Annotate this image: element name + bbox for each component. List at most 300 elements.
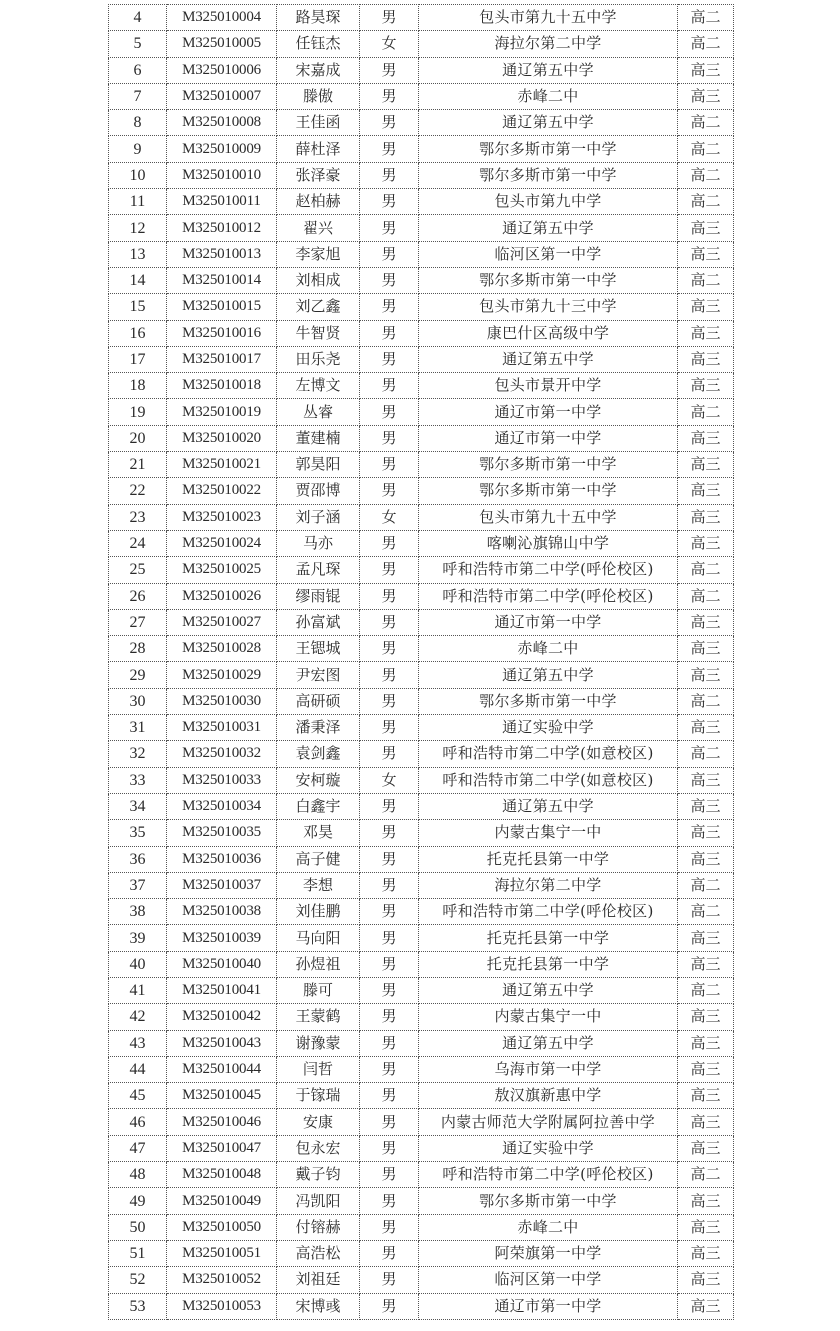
cell-seq-no: 38 bbox=[109, 899, 167, 925]
cell-name: 李家旭 bbox=[277, 241, 360, 267]
cell-name: 安康 bbox=[277, 1109, 360, 1135]
cell-name: 刘相成 bbox=[277, 267, 360, 293]
cell-school: 通辽第五中学 bbox=[419, 662, 678, 688]
table-row bbox=[109, 57, 734, 83]
cell-name: 任钰杰 bbox=[277, 31, 360, 57]
cell-grade: 高三 bbox=[678, 373, 734, 399]
cell-school: 呼和浩特市第二中学(呼伦校区) bbox=[419, 583, 678, 609]
cell-school: 海拉尔第二中学 bbox=[419, 872, 678, 898]
cell-seq-no: 8 bbox=[109, 110, 167, 136]
cell-school: 托克托县第一中学 bbox=[419, 951, 678, 977]
table-row bbox=[109, 1109, 734, 1135]
cell-gender: 男 bbox=[360, 452, 419, 478]
cell-name: 刘佳鹏 bbox=[277, 899, 360, 925]
table-row bbox=[109, 846, 734, 872]
cell-grade: 高三 bbox=[678, 83, 734, 109]
cell-school: 内蒙古集宁一中 bbox=[419, 820, 678, 846]
table-row bbox=[109, 872, 734, 898]
table-row bbox=[109, 1056, 734, 1082]
cell-seq-no: 43 bbox=[109, 1030, 167, 1056]
cell-name: 白鑫宇 bbox=[277, 793, 360, 819]
table-row bbox=[109, 1083, 734, 1109]
cell-student-id: M325010051 bbox=[167, 1240, 277, 1266]
cell-student-id: M325010017 bbox=[167, 346, 277, 372]
cell-student-id: M325010023 bbox=[167, 504, 277, 530]
cell-gender: 男 bbox=[360, 688, 419, 714]
cell-name: 尹宏图 bbox=[277, 662, 360, 688]
cell-student-id: M325010039 bbox=[167, 925, 277, 951]
table-row bbox=[109, 136, 734, 162]
cell-grade: 高三 bbox=[678, 846, 734, 872]
cell-gender: 男 bbox=[360, 977, 419, 1003]
table-row bbox=[109, 373, 734, 399]
cell-name: 贾邵博 bbox=[277, 478, 360, 504]
cell-name: 马亦 bbox=[277, 530, 360, 556]
cell-gender: 男 bbox=[360, 189, 419, 215]
cell-student-id: M325010048 bbox=[167, 1162, 277, 1188]
cell-seq-no: 53 bbox=[109, 1293, 167, 1319]
cell-student-id: M325010053 bbox=[167, 1293, 277, 1319]
table-row bbox=[109, 267, 734, 293]
cell-name: 牛智贤 bbox=[277, 320, 360, 346]
cell-seq-no: 33 bbox=[109, 767, 167, 793]
table-row bbox=[109, 31, 734, 57]
cell-seq-no: 34 bbox=[109, 793, 167, 819]
cell-student-id: M325010010 bbox=[167, 162, 277, 188]
table-row bbox=[109, 609, 734, 635]
cell-school: 鄂尔多斯市第一中学 bbox=[419, 688, 678, 714]
table-row bbox=[109, 189, 734, 215]
cell-grade: 高三 bbox=[678, 1083, 734, 1109]
cell-seq-no: 17 bbox=[109, 346, 167, 372]
cell-name: 潘秉泽 bbox=[277, 715, 360, 741]
cell-gender: 男 bbox=[360, 294, 419, 320]
cell-student-id: M325010044 bbox=[167, 1056, 277, 1082]
cell-seq-no: 28 bbox=[109, 636, 167, 662]
cell-school: 呼和浩特市第二中学(如意校区) bbox=[419, 741, 678, 767]
cell-student-id: M325010015 bbox=[167, 294, 277, 320]
table-row bbox=[109, 241, 734, 267]
cell-school: 赤峰二中 bbox=[419, 1214, 678, 1240]
cell-seq-no: 27 bbox=[109, 609, 167, 635]
cell-seq-no: 48 bbox=[109, 1162, 167, 1188]
cell-school: 通辽第五中学 bbox=[419, 977, 678, 1003]
cell-seq-no: 22 bbox=[109, 478, 167, 504]
cell-name: 安柯璇 bbox=[277, 767, 360, 793]
cell-gender: 男 bbox=[360, 1267, 419, 1293]
cell-grade: 高三 bbox=[678, 530, 734, 556]
cell-school: 临河区第一中学 bbox=[419, 241, 678, 267]
cell-school: 包头市第九十三中学 bbox=[419, 294, 678, 320]
table-row bbox=[109, 1214, 734, 1240]
cell-seq-no: 44 bbox=[109, 1056, 167, 1082]
cell-school: 喀喇沁旗锦山中学 bbox=[419, 530, 678, 556]
cell-seq-no: 6 bbox=[109, 57, 167, 83]
cell-student-id: M325010012 bbox=[167, 215, 277, 241]
cell-name: 董建楠 bbox=[277, 425, 360, 451]
cell-name: 李想 bbox=[277, 872, 360, 898]
cell-gender: 男 bbox=[360, 241, 419, 267]
cell-gender: 男 bbox=[360, 57, 419, 83]
cell-student-id: M325010049 bbox=[167, 1188, 277, 1214]
table-row bbox=[109, 1135, 734, 1161]
table-row bbox=[109, 452, 734, 478]
cell-school: 赤峰二中 bbox=[419, 83, 678, 109]
cell-school: 通辽市第一中学 bbox=[419, 1293, 678, 1319]
cell-seq-no: 36 bbox=[109, 846, 167, 872]
cell-name: 宋嘉成 bbox=[277, 57, 360, 83]
cell-gender: 男 bbox=[360, 583, 419, 609]
table-row bbox=[109, 741, 734, 767]
cell-grade: 高三 bbox=[678, 425, 734, 451]
cell-name: 宋博彧 bbox=[277, 1293, 360, 1319]
cell-gender: 男 bbox=[360, 899, 419, 925]
cell-gender: 男 bbox=[360, 5, 419, 31]
cell-student-id: M325010006 bbox=[167, 57, 277, 83]
cell-grade: 高三 bbox=[678, 504, 734, 530]
cell-name: 路昊琛 bbox=[277, 5, 360, 31]
cell-student-id: M325010028 bbox=[167, 636, 277, 662]
cell-gender: 男 bbox=[360, 162, 419, 188]
table-row bbox=[109, 83, 734, 109]
cell-seq-no: 39 bbox=[109, 925, 167, 951]
table-row bbox=[109, 715, 734, 741]
cell-name: 袁剑鑫 bbox=[277, 741, 360, 767]
cell-grade: 高三 bbox=[678, 609, 734, 635]
cell-name: 于镓瑞 bbox=[277, 1083, 360, 1109]
cell-name: 田乐尧 bbox=[277, 346, 360, 372]
cell-name: 赵柏赫 bbox=[277, 189, 360, 215]
cell-name: 高浩松 bbox=[277, 1240, 360, 1266]
cell-name: 王佳函 bbox=[277, 110, 360, 136]
cell-grade: 高三 bbox=[678, 241, 734, 267]
cell-student-id: M325010032 bbox=[167, 741, 277, 767]
cell-grade: 高三 bbox=[678, 662, 734, 688]
cell-gender: 男 bbox=[360, 425, 419, 451]
table-row bbox=[109, 294, 734, 320]
cell-gender: 男 bbox=[360, 1293, 419, 1319]
cell-seq-no: 42 bbox=[109, 1004, 167, 1030]
cell-student-id: M325010019 bbox=[167, 399, 277, 425]
cell-grade: 高二 bbox=[678, 162, 734, 188]
cell-student-id: M325010020 bbox=[167, 425, 277, 451]
cell-school: 托克托县第一中学 bbox=[419, 925, 678, 951]
cell-grade: 高三 bbox=[678, 1135, 734, 1161]
cell-gender: 男 bbox=[360, 478, 419, 504]
cell-school: 托克托县第一中学 bbox=[419, 846, 678, 872]
cell-name: 马向阳 bbox=[277, 925, 360, 951]
cell-school: 包头市第九十五中学 bbox=[419, 5, 678, 31]
cell-grade: 高三 bbox=[678, 320, 734, 346]
cell-gender: 男 bbox=[360, 1240, 419, 1266]
cell-seq-no: 29 bbox=[109, 662, 167, 688]
cell-gender: 男 bbox=[360, 1214, 419, 1240]
cell-school: 包头市第九十五中学 bbox=[419, 504, 678, 530]
table-row bbox=[109, 820, 734, 846]
cell-grade: 高三 bbox=[678, 1004, 734, 1030]
cell-name: 王蒙鹤 bbox=[277, 1004, 360, 1030]
cell-grade: 高三 bbox=[678, 715, 734, 741]
cell-school: 康巴什区高级中学 bbox=[419, 320, 678, 346]
cell-school: 通辽实验中学 bbox=[419, 1135, 678, 1161]
cell-school: 阿荣旗第一中学 bbox=[419, 1240, 678, 1266]
cell-grade: 高三 bbox=[678, 951, 734, 977]
cell-student-id: M325010027 bbox=[167, 609, 277, 635]
cell-gender: 女 bbox=[360, 31, 419, 57]
cell-school: 呼和浩特市第二中学(呼伦校区) bbox=[419, 557, 678, 583]
cell-seq-no: 14 bbox=[109, 267, 167, 293]
cell-student-id: M325010007 bbox=[167, 83, 277, 109]
cell-student-id: M325010042 bbox=[167, 1004, 277, 1030]
cell-seq-no: 24 bbox=[109, 530, 167, 556]
cell-school: 内蒙古集宁一中 bbox=[419, 1004, 678, 1030]
cell-name: 王锶城 bbox=[277, 636, 360, 662]
cell-seq-no: 13 bbox=[109, 241, 167, 267]
cell-seq-no: 46 bbox=[109, 1109, 167, 1135]
cell-seq-no: 19 bbox=[109, 399, 167, 425]
cell-school: 通辽市第一中学 bbox=[419, 399, 678, 425]
cell-name: 薛杜泽 bbox=[277, 136, 360, 162]
cell-grade: 高三 bbox=[678, 1240, 734, 1266]
table-row bbox=[109, 899, 734, 925]
table-row bbox=[109, 478, 734, 504]
cell-student-id: M325010052 bbox=[167, 1267, 277, 1293]
cell-gender: 男 bbox=[360, 662, 419, 688]
cell-seq-no: 40 bbox=[109, 951, 167, 977]
cell-seq-no: 21 bbox=[109, 452, 167, 478]
cell-school: 乌海市第一中学 bbox=[419, 1056, 678, 1082]
cell-student-id: M325010045 bbox=[167, 1083, 277, 1109]
cell-grade: 高三 bbox=[678, 57, 734, 83]
cell-seq-no: 35 bbox=[109, 820, 167, 846]
cell-school: 通辽第五中学 bbox=[419, 793, 678, 819]
cell-name: 高子健 bbox=[277, 846, 360, 872]
cell-school: 通辽第五中学 bbox=[419, 346, 678, 372]
table-row bbox=[109, 583, 734, 609]
student-roster-table bbox=[108, 4, 734, 1320]
cell-grade: 高三 bbox=[678, 215, 734, 241]
cell-gender: 男 bbox=[360, 715, 419, 741]
table-row bbox=[109, 162, 734, 188]
table-row bbox=[109, 1188, 734, 1214]
table-row bbox=[109, 215, 734, 241]
cell-seq-no: 12 bbox=[109, 215, 167, 241]
cell-name: 翟兴 bbox=[277, 215, 360, 241]
cell-school: 呼和浩特市第二中学(呼伦校区) bbox=[419, 1162, 678, 1188]
cell-school: 鄂尔多斯市第一中学 bbox=[419, 1188, 678, 1214]
cell-student-id: M325010040 bbox=[167, 951, 277, 977]
cell-school: 鄂尔多斯市第一中学 bbox=[419, 136, 678, 162]
cell-gender: 男 bbox=[360, 951, 419, 977]
cell-school: 内蒙古师范大学附属阿拉善中学 bbox=[419, 1109, 678, 1135]
cell-grade: 高三 bbox=[678, 1056, 734, 1082]
cell-grade: 高三 bbox=[678, 1109, 734, 1135]
cell-school: 通辽实验中学 bbox=[419, 715, 678, 741]
cell-seq-no: 30 bbox=[109, 688, 167, 714]
cell-name: 闫哲 bbox=[277, 1056, 360, 1082]
cell-grade: 高三 bbox=[678, 1030, 734, 1056]
cell-name: 左博文 bbox=[277, 373, 360, 399]
cell-seq-no: 32 bbox=[109, 741, 167, 767]
cell-grade: 高二 bbox=[678, 110, 734, 136]
table-row bbox=[109, 346, 734, 372]
cell-student-id: M325010018 bbox=[167, 373, 277, 399]
cell-student-id: M325010014 bbox=[167, 267, 277, 293]
cell-gender: 男 bbox=[360, 636, 419, 662]
cell-gender: 男 bbox=[360, 557, 419, 583]
cell-student-id: M325010031 bbox=[167, 715, 277, 741]
cell-school: 临河区第一中学 bbox=[419, 1267, 678, 1293]
cell-gender: 男 bbox=[360, 399, 419, 425]
cell-grade: 高二 bbox=[678, 189, 734, 215]
cell-name: 丛睿 bbox=[277, 399, 360, 425]
cell-name: 包永宏 bbox=[277, 1135, 360, 1161]
cell-gender: 男 bbox=[360, 136, 419, 162]
cell-student-id: M325010011 bbox=[167, 189, 277, 215]
cell-gender: 男 bbox=[360, 609, 419, 635]
table-row bbox=[109, 530, 734, 556]
cell-seq-no: 23 bbox=[109, 504, 167, 530]
cell-student-id: M325010029 bbox=[167, 662, 277, 688]
cell-grade: 高三 bbox=[678, 1214, 734, 1240]
cell-grade: 高二 bbox=[678, 5, 734, 31]
cell-school: 通辽第五中学 bbox=[419, 110, 678, 136]
cell-gender: 男 bbox=[360, 1162, 419, 1188]
cell-gender: 男 bbox=[360, 872, 419, 898]
cell-gender: 男 bbox=[360, 1030, 419, 1056]
cell-seq-no: 47 bbox=[109, 1135, 167, 1161]
table-row bbox=[109, 557, 734, 583]
table-row bbox=[109, 662, 734, 688]
cell-grade: 高二 bbox=[678, 399, 734, 425]
cell-name: 孙富斌 bbox=[277, 609, 360, 635]
cell-name: 郭昊阳 bbox=[277, 452, 360, 478]
cell-gender: 男 bbox=[360, 1135, 419, 1161]
cell-school: 呼和浩特市第二中学(如意校区) bbox=[419, 767, 678, 793]
cell-gender: 男 bbox=[360, 793, 419, 819]
cell-grade: 高二 bbox=[678, 31, 734, 57]
table-row bbox=[109, 977, 734, 1003]
table-row bbox=[109, 793, 734, 819]
cell-name: 邓昊 bbox=[277, 820, 360, 846]
cell-grade: 高二 bbox=[678, 557, 734, 583]
cell-seq-no: 20 bbox=[109, 425, 167, 451]
cell-grade: 高三 bbox=[678, 452, 734, 478]
cell-seq-no: 45 bbox=[109, 1083, 167, 1109]
cell-grade: 高二 bbox=[678, 899, 734, 925]
cell-seq-no: 51 bbox=[109, 1240, 167, 1266]
cell-grade: 高三 bbox=[678, 767, 734, 793]
cell-school: 包头市第九中学 bbox=[419, 189, 678, 215]
cell-student-id: M325010004 bbox=[167, 5, 277, 31]
cell-seq-no: 11 bbox=[109, 189, 167, 215]
cell-student-id: M325010005 bbox=[167, 31, 277, 57]
cell-student-id: M325010024 bbox=[167, 530, 277, 556]
cell-student-id: M325010038 bbox=[167, 899, 277, 925]
cell-name: 孙煜祖 bbox=[277, 951, 360, 977]
table-row bbox=[109, 688, 734, 714]
cell-gender: 男 bbox=[360, 110, 419, 136]
table-row bbox=[109, 1267, 734, 1293]
cell-grade: 高三 bbox=[678, 636, 734, 662]
table-row bbox=[109, 425, 734, 451]
cell-student-id: M325010046 bbox=[167, 1109, 277, 1135]
table-row bbox=[109, 1240, 734, 1266]
cell-student-id: M325010043 bbox=[167, 1030, 277, 1056]
cell-seq-no: 25 bbox=[109, 557, 167, 583]
cell-gender: 男 bbox=[360, 1083, 419, 1109]
cell-gender: 男 bbox=[360, 846, 419, 872]
cell-seq-no: 50 bbox=[109, 1214, 167, 1240]
cell-grade: 高二 bbox=[678, 977, 734, 1003]
cell-grade: 高三 bbox=[678, 1188, 734, 1214]
table-row bbox=[109, 5, 734, 31]
cell-school: 鄂尔多斯市第一中学 bbox=[419, 452, 678, 478]
cell-student-id: M325010030 bbox=[167, 688, 277, 714]
cell-name: 刘子涵 bbox=[277, 504, 360, 530]
cell-seq-no: 7 bbox=[109, 83, 167, 109]
cell-school: 通辽第五中学 bbox=[419, 57, 678, 83]
cell-school: 鄂尔多斯市第一中学 bbox=[419, 478, 678, 504]
cell-seq-no: 26 bbox=[109, 583, 167, 609]
cell-gender: 女 bbox=[360, 767, 419, 793]
cell-school: 通辽市第一中学 bbox=[419, 425, 678, 451]
cell-seq-no: 4 bbox=[109, 5, 167, 31]
cell-school: 赤峰二中 bbox=[419, 636, 678, 662]
cell-name: 付镕赫 bbox=[277, 1214, 360, 1240]
cell-student-id: M325010035 bbox=[167, 820, 277, 846]
cell-grade: 高二 bbox=[678, 688, 734, 714]
cell-student-id: M325010033 bbox=[167, 767, 277, 793]
cell-gender: 男 bbox=[360, 925, 419, 951]
cell-grade: 高三 bbox=[678, 294, 734, 320]
cell-name: 缪雨锟 bbox=[277, 583, 360, 609]
cell-name: 戴子钧 bbox=[277, 1162, 360, 1188]
cell-seq-no: 5 bbox=[109, 31, 167, 57]
cell-grade: 高三 bbox=[678, 820, 734, 846]
cell-name: 谢豫蒙 bbox=[277, 1030, 360, 1056]
cell-student-id: M325010009 bbox=[167, 136, 277, 162]
cell-gender: 男 bbox=[360, 820, 419, 846]
cell-grade: 高三 bbox=[678, 1267, 734, 1293]
table-row bbox=[109, 767, 734, 793]
cell-school: 包头市景开中学 bbox=[419, 373, 678, 399]
cell-student-id: M325010021 bbox=[167, 452, 277, 478]
cell-name: 滕傲 bbox=[277, 83, 360, 109]
table-row bbox=[109, 636, 734, 662]
cell-name: 冯凯阳 bbox=[277, 1188, 360, 1214]
table-row bbox=[109, 1162, 734, 1188]
table-row bbox=[109, 504, 734, 530]
table-row bbox=[109, 399, 734, 425]
cell-seq-no: 31 bbox=[109, 715, 167, 741]
cell-grade: 高三 bbox=[678, 793, 734, 819]
cell-seq-no: 37 bbox=[109, 872, 167, 898]
cell-gender: 男 bbox=[360, 346, 419, 372]
cell-school: 鄂尔多斯市第一中学 bbox=[419, 162, 678, 188]
cell-school: 鄂尔多斯市第一中学 bbox=[419, 267, 678, 293]
cell-seq-no: 18 bbox=[109, 373, 167, 399]
cell-seq-no: 52 bbox=[109, 1267, 167, 1293]
cell-grade: 高二 bbox=[678, 583, 734, 609]
cell-student-id: M325010041 bbox=[167, 977, 277, 1003]
cell-name: 张泽豪 bbox=[277, 162, 360, 188]
cell-grade: 高三 bbox=[678, 925, 734, 951]
cell-student-id: M325010008 bbox=[167, 110, 277, 136]
cell-gender: 女 bbox=[360, 504, 419, 530]
table-row bbox=[109, 320, 734, 346]
cell-grade: 高三 bbox=[678, 1293, 734, 1319]
